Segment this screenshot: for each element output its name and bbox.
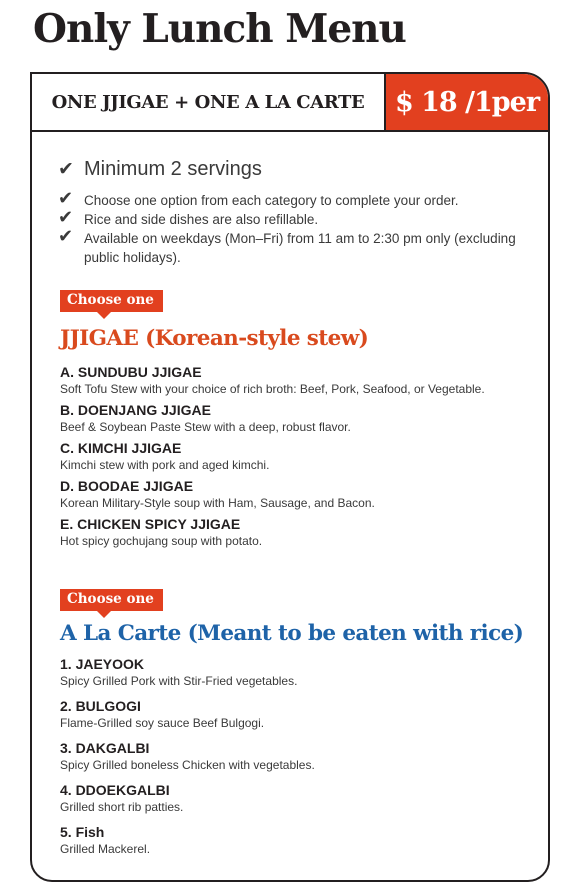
item-description: Kimchi stew with pork and aged kimchi. bbox=[60, 458, 270, 472]
choose-one-badge: Choose one bbox=[60, 290, 163, 312]
item-name: 4. DDOEKGALBI bbox=[60, 782, 170, 798]
item-name: 1. JAEYOOK bbox=[60, 656, 145, 672]
alacarte-section-title: A La Carte (Meant to be eaten with rice) bbox=[60, 621, 524, 646]
note-item bbox=[58, 226, 538, 267]
note-item bbox=[58, 207, 538, 229]
note-item bbox=[58, 158, 538, 181]
item-name: 5. Fish bbox=[60, 824, 105, 840]
list-item bbox=[60, 364, 542, 397]
item-name: C. KIMCHI JJIGAE bbox=[60, 440, 182, 456]
note-text: Choose one option from each category to complete your order. bbox=[84, 193, 459, 208]
list-item bbox=[60, 823, 542, 857]
list-item bbox=[60, 781, 542, 815]
list-item bbox=[60, 516, 542, 549]
choose-one-badge: Choose one bbox=[60, 589, 163, 611]
combo-label: ONE JJIGAE + ONE A LA CARTE bbox=[32, 74, 386, 130]
checkmark-icon: ✔ bbox=[58, 207, 74, 227]
item-description: Spicy Grilled boneless Chicken with vegetables. bbox=[60, 758, 315, 772]
item-description: Spicy Grilled Pork with Stir-Fried vegetables. bbox=[60, 674, 298, 688]
list-item bbox=[60, 440, 542, 473]
note-text: Minimum 2 servings bbox=[84, 158, 262, 180]
note-item bbox=[58, 188, 538, 210]
item-name: E. CHICKEN SPICY JJIGAE bbox=[60, 516, 241, 532]
price-badge: $ 18 /1per bbox=[386, 74, 548, 130]
item-name: 3. DAKGALBI bbox=[60, 740, 150, 756]
list-item bbox=[60, 478, 542, 511]
alacarte-list bbox=[60, 655, 542, 865]
item-name: A. SUNDUBU JJIGAE bbox=[60, 364, 202, 380]
item-description: Grilled Mackerel. bbox=[60, 842, 151, 856]
item-description: Hot spicy gochujang soup with potato. bbox=[60, 534, 263, 548]
list-item bbox=[60, 402, 542, 435]
jjigae-section-title: JJIGAE (Korean-style stew) bbox=[60, 326, 369, 351]
checkmark-icon: ✔ bbox=[58, 188, 74, 208]
item-name: D. BOODAE JJIGAE bbox=[60, 478, 194, 494]
item-description: Grilled short rib patties. bbox=[60, 800, 184, 814]
item-description: Flame-Grilled soy sauce Beef Bulgogi. bbox=[60, 716, 265, 730]
list-item bbox=[60, 739, 542, 773]
list-item bbox=[60, 697, 542, 731]
item-name: B. DOENJANG JJIGAE bbox=[60, 402, 211, 418]
note-text: Available on weekdays (Mon–Fri) from 11 am to 2:30 pm only (excluding public holidays). bbox=[84, 231, 516, 265]
page-title: Only Lunch Menu bbox=[33, 6, 406, 52]
jjigae-list bbox=[60, 364, 542, 554]
checkmark-icon: ✔ bbox=[58, 159, 74, 180]
item-description: Beef & Soybean Paste Stew with a deep, robust flavor. bbox=[60, 420, 351, 434]
note-text: Rice and side dishes are also refillable. bbox=[84, 212, 319, 227]
item-description: Soft Tofu Stew with your choice of rich broth: Beef, Pork, Seafood, or Vegetable. bbox=[60, 382, 485, 396]
item-description: Korean Military-Style soup with Ham, Sausage, and Bacon. bbox=[60, 496, 375, 510]
card-header bbox=[32, 74, 548, 132]
notes-list bbox=[58, 158, 538, 267]
item-name: 2. BULGOGI bbox=[60, 698, 141, 714]
checkmark-icon: ✔ bbox=[58, 226, 74, 246]
list-item bbox=[60, 655, 542, 689]
menu-card bbox=[30, 72, 550, 882]
